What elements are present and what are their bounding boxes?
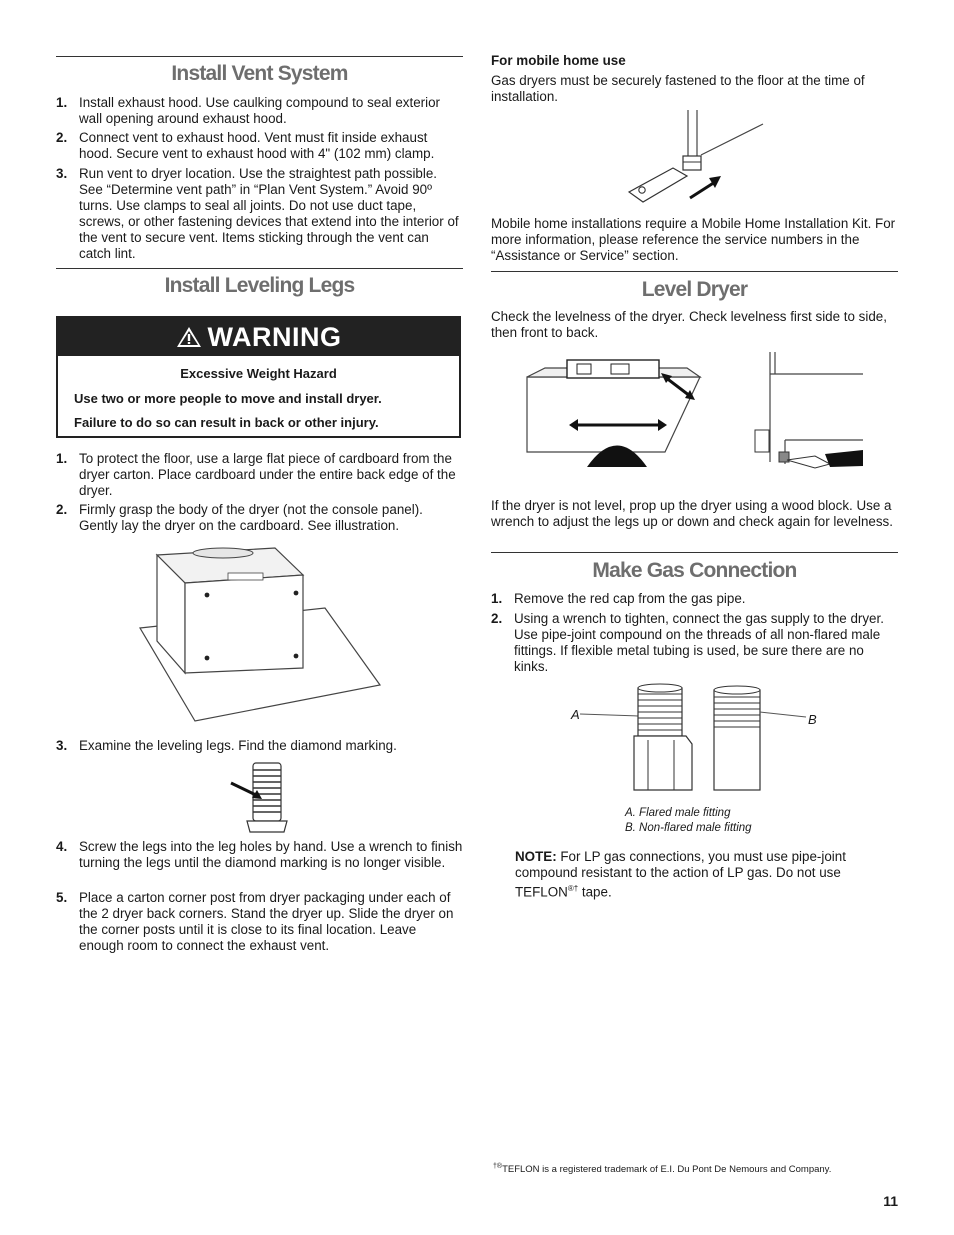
step-text: Using a wrench to tighten, connect the gas supply to the dryer. Use pipe-joint compound on the threads of all non-flared male fittings. If flexible metal tubing is used, be sure there are no kinks. bbox=[514, 611, 884, 674]
step-text: Screw the legs into the leg holes by hand. Use a wrench to finish turning the legs until the diamond marking is no longer visible. bbox=[79, 839, 463, 870]
mobile-home-heading: For mobile home use bbox=[491, 53, 626, 68]
step-number: 2. bbox=[491, 611, 503, 626]
level-section-rule bbox=[491, 271, 898, 272]
mobile-home-text-2: Mobile home installations require a Mobile Home Installation Kit. For more information, please reference the service numbers in the “Assistance or Service” section. bbox=[491, 216, 896, 263]
fitting-label-b: B bbox=[808, 712, 817, 727]
step-number: 5. bbox=[56, 890, 68, 905]
mobile-home-text-1: Gas dryers must be securely fastened to the floor at the time of installation. bbox=[491, 73, 865, 104]
gas-section-rule bbox=[491, 552, 898, 553]
level-text-1: Check the levelness of the dryer. Check levelness first side to side, then front to back. bbox=[491, 309, 887, 340]
warning-line-1: Use two or more people to move and install dryer. bbox=[74, 391, 382, 406]
step-number: 1. bbox=[491, 591, 503, 606]
vent-section-title: Install Vent System bbox=[171, 62, 348, 85]
warning-heading: WARNING bbox=[207, 322, 342, 352]
warning-triangle-icon bbox=[176, 326, 202, 348]
step-number: 3. bbox=[56, 166, 68, 181]
warning-box bbox=[56, 316, 461, 438]
mobile-home-bracket-illustration bbox=[625, 110, 770, 210]
level-dryer-illustration bbox=[525, 352, 865, 470]
legs-section-rule bbox=[56, 268, 463, 269]
note-text-1: For LP gas connections, you must use pipe-joint compound resistant to the action of LP gas. Do not use TEFLON bbox=[515, 849, 846, 900]
note-superscript: ®† bbox=[567, 884, 579, 893]
step-text: Firmly grasp the body of the dryer (not the console panel). Gently lay the dryer on the cardboard. See illustration. bbox=[79, 502, 423, 533]
step-number: 2. bbox=[56, 130, 68, 145]
dryer-on-cardboard-illustration bbox=[135, 543, 385, 725]
page-number: 11 bbox=[883, 1193, 898, 1209]
step-text: Place a carton corner post from dryer packaging under each of the 2 dryer back corners. Stand the dryer up. Slide the dryer on the corner posts until it is close to its final location. Leave enough room to connect the exhaust vent. bbox=[79, 890, 454, 953]
step-number: 4. bbox=[56, 839, 68, 854]
fitting-caption-b: B. Non-flared male fitting bbox=[625, 822, 752, 834]
warning-header bbox=[58, 318, 459, 356]
lp-gas-note bbox=[515, 849, 883, 900]
fitting-caption-a: A. Flared male fitting bbox=[625, 807, 731, 819]
level-text-2: If the dryer is not level, prop up the dryer using a wood block. Use a wrench to adjust the legs up or down and check again for levelness. bbox=[491, 498, 893, 529]
warning-line-2: Failure to do so can result in back or other injury. bbox=[74, 415, 379, 430]
step-text: Run vent to dryer location. Use the straightest path possible. See “Determine vent path” in “Plan Vent System.” Avoid 90º turns. Use clamps to seal all joints. Do not use duct tape, screws, or other fastening devices that extend into the interior of the vent to secure vent. Items sticking through the vent can catch lint. bbox=[79, 166, 459, 261]
leveling-leg-illustration bbox=[228, 760, 298, 835]
step-text: Remove the red cap from the gas pipe. bbox=[514, 591, 746, 606]
vent-section-rule bbox=[56, 56, 463, 57]
note-label: NOTE: bbox=[515, 849, 557, 864]
level-section-title: Level Dryer bbox=[641, 278, 748, 301]
gas-fittings-illustration bbox=[580, 682, 810, 797]
step-text: To protect the floor, use a large flat piece of cardboard from the dryer carton. Place cardboard under the entire back edge of the dryer. bbox=[79, 451, 456, 498]
step-number: 1. bbox=[56, 451, 68, 466]
footnote-text: TEFLON is a registered trademark of E.I. Du Pont De Nemours and Company. bbox=[502, 1164, 832, 1176]
step-number: 2. bbox=[56, 502, 68, 517]
legs-section-title: Install Leveling Legs bbox=[164, 274, 355, 297]
gas-section-title: Make Gas Connection bbox=[592, 559, 797, 582]
step-text: Connect vent to exhaust hood. Vent must fit inside exhaust hood. Secure vent to exhaust hood with 4" (102 mm) clamp. bbox=[79, 130, 435, 161]
footnote-mark: †® bbox=[493, 1163, 503, 1170]
note-text-2: tape. bbox=[578, 884, 612, 900]
step-number: 1. bbox=[56, 95, 68, 110]
step-text: Install exhaust hood. Use caulking compound to seal exterior wall opening around exhaust hood. bbox=[79, 95, 441, 126]
teflon-footnote bbox=[493, 1161, 831, 1176]
fitting-label-a: A bbox=[571, 707, 580, 722]
warning-hazard: Excessive Weight Hazard bbox=[180, 366, 337, 381]
step-text: Examine the leveling legs. Find the diamond marking. bbox=[79, 738, 397, 753]
step-number: 3. bbox=[56, 738, 68, 753]
